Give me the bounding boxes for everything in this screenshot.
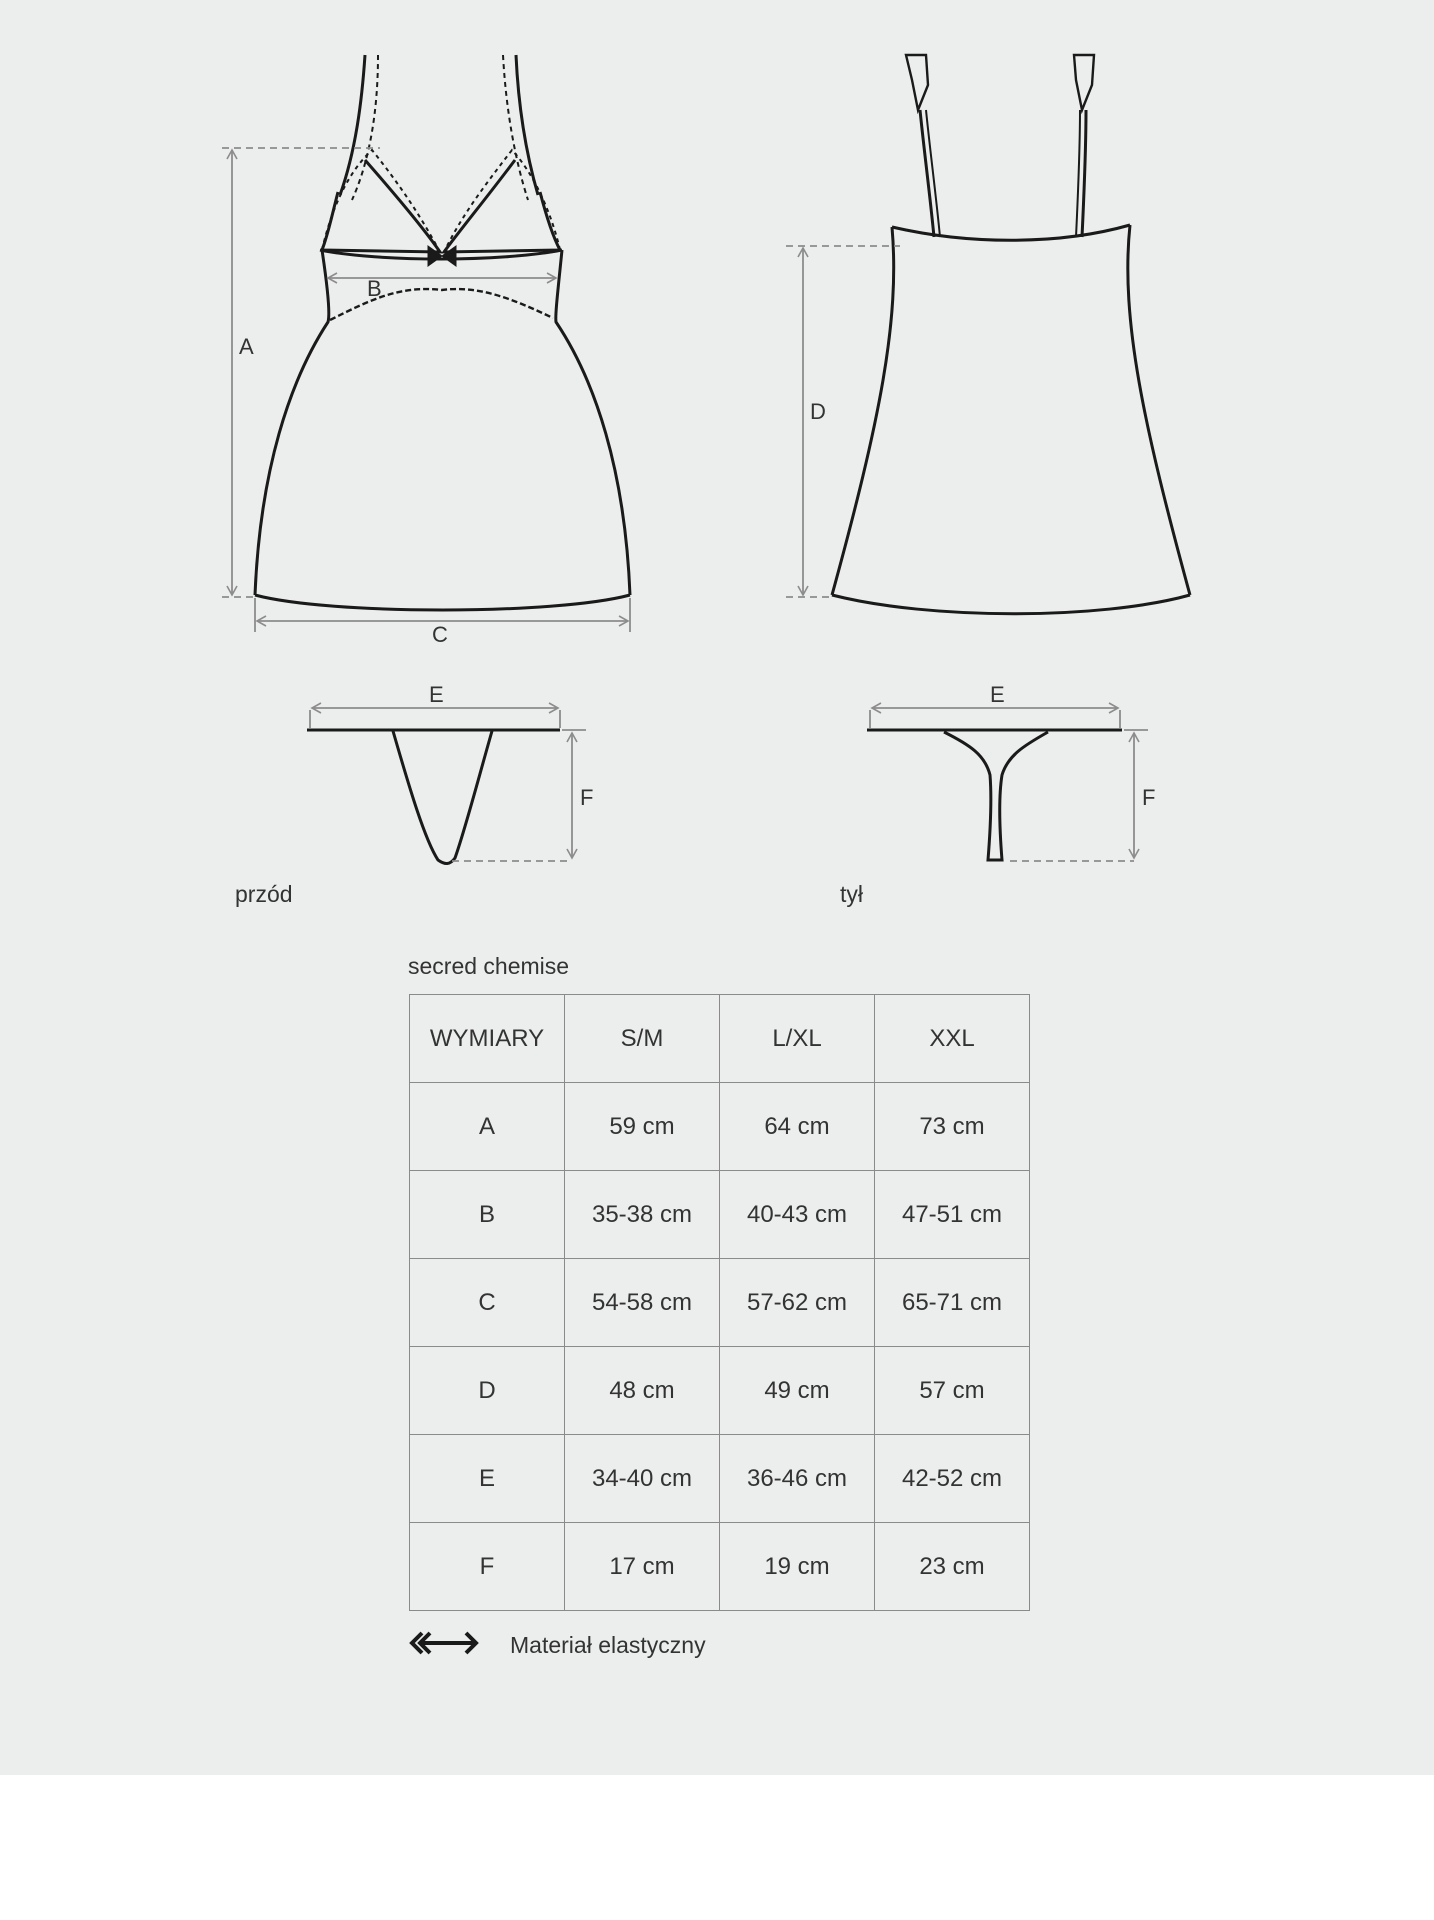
- back-dimensions: [786, 246, 900, 597]
- table-cell: 73 cm: [875, 1083, 1030, 1171]
- front-bow: [428, 246, 456, 266]
- table-cell: B: [410, 1171, 565, 1259]
- table-cell: C: [410, 1259, 565, 1347]
- label-A: A: [239, 334, 254, 359]
- table-cell: 49 cm: [720, 1347, 875, 1435]
- table-cell: 64 cm: [720, 1083, 875, 1171]
- stretch-arrows-icon: [408, 1630, 488, 1661]
- label-F-front: F: [580, 785, 594, 810]
- table-cell: 36-46 cm: [720, 1435, 875, 1523]
- table-cell: E: [410, 1435, 565, 1523]
- front-thong: [307, 730, 560, 864]
- view-back-label: tył: [840, 881, 863, 907]
- label-D: D: [810, 399, 826, 424]
- table-cell: 40-43 cm: [720, 1171, 875, 1259]
- table-row: [410, 1171, 1030, 1259]
- table-cell: 54-58 cm: [565, 1259, 720, 1347]
- table-row: [410, 1347, 1030, 1435]
- label-B: B: [367, 276, 382, 301]
- table-header-row: [410, 995, 1030, 1083]
- label-E-front: E: [429, 682, 444, 707]
- back-right-strap: [1082, 110, 1086, 237]
- front-bodice-lace: [330, 289, 553, 320]
- size-table: [409, 994, 1030, 1611]
- front-dimensions: [222, 148, 630, 632]
- label-E-back: E: [990, 682, 1005, 707]
- label-C: C: [432, 622, 448, 647]
- back-chemise: [832, 55, 1190, 614]
- table-cell: F: [410, 1523, 565, 1611]
- back-thong: [867, 730, 1122, 860]
- table-cell: 48 cm: [565, 1347, 720, 1435]
- front-chemise: [255, 55, 630, 610]
- table-cell: 59 cm: [565, 1083, 720, 1171]
- back-right-strap-top: [1074, 55, 1094, 110]
- view-front-label: przód: [235, 881, 293, 907]
- table-cell: 57 cm: [875, 1347, 1030, 1435]
- legend: [408, 1630, 706, 1661]
- front-body-left: [255, 250, 329, 595]
- table-cell: 34-40 cm: [565, 1435, 720, 1523]
- table-row: [410, 1259, 1030, 1347]
- back-body-left: [832, 227, 894, 595]
- table-title: secred chemise: [408, 953, 570, 979]
- table-cell: 47-51 cm: [875, 1171, 1030, 1259]
- header-cell: S/M: [565, 995, 720, 1083]
- back-top: [892, 225, 1130, 240]
- table-cell: D: [410, 1347, 565, 1435]
- table-cell: 19 cm: [720, 1523, 875, 1611]
- header-cell: XXL: [875, 995, 1030, 1083]
- table-row: [410, 1083, 1030, 1171]
- front-left-cup: [322, 160, 440, 252]
- table-cell: 65-71 cm: [875, 1259, 1030, 1347]
- table-cell: A: [410, 1083, 565, 1171]
- back-left-strap: [920, 110, 934, 237]
- label-F-back: F: [1142, 785, 1156, 810]
- header-cell: L/XL: [720, 995, 875, 1083]
- front-right-cup: [444, 160, 560, 252]
- front-hem: [255, 595, 630, 610]
- back-body-right: [1128, 225, 1190, 595]
- back-left-strap-top: [906, 55, 928, 110]
- table-cell: 42-52 cm: [875, 1435, 1030, 1523]
- table-cell: 57-62 cm: [720, 1259, 875, 1347]
- table-cell: 35-38 cm: [565, 1171, 720, 1259]
- legend-text: Materiał elastyczny: [510, 1632, 706, 1658]
- table-cell: 17 cm: [565, 1523, 720, 1611]
- table-cell: 23 cm: [875, 1523, 1030, 1611]
- front-body-right: [556, 250, 630, 595]
- back-hem: [832, 595, 1190, 614]
- front-left-cup-lace: [322, 150, 440, 252]
- front-right-strap: [516, 55, 538, 195]
- table-row: [410, 1435, 1030, 1523]
- table-row: [410, 1523, 1030, 1611]
- header-cell: WYMIARY: [410, 995, 565, 1083]
